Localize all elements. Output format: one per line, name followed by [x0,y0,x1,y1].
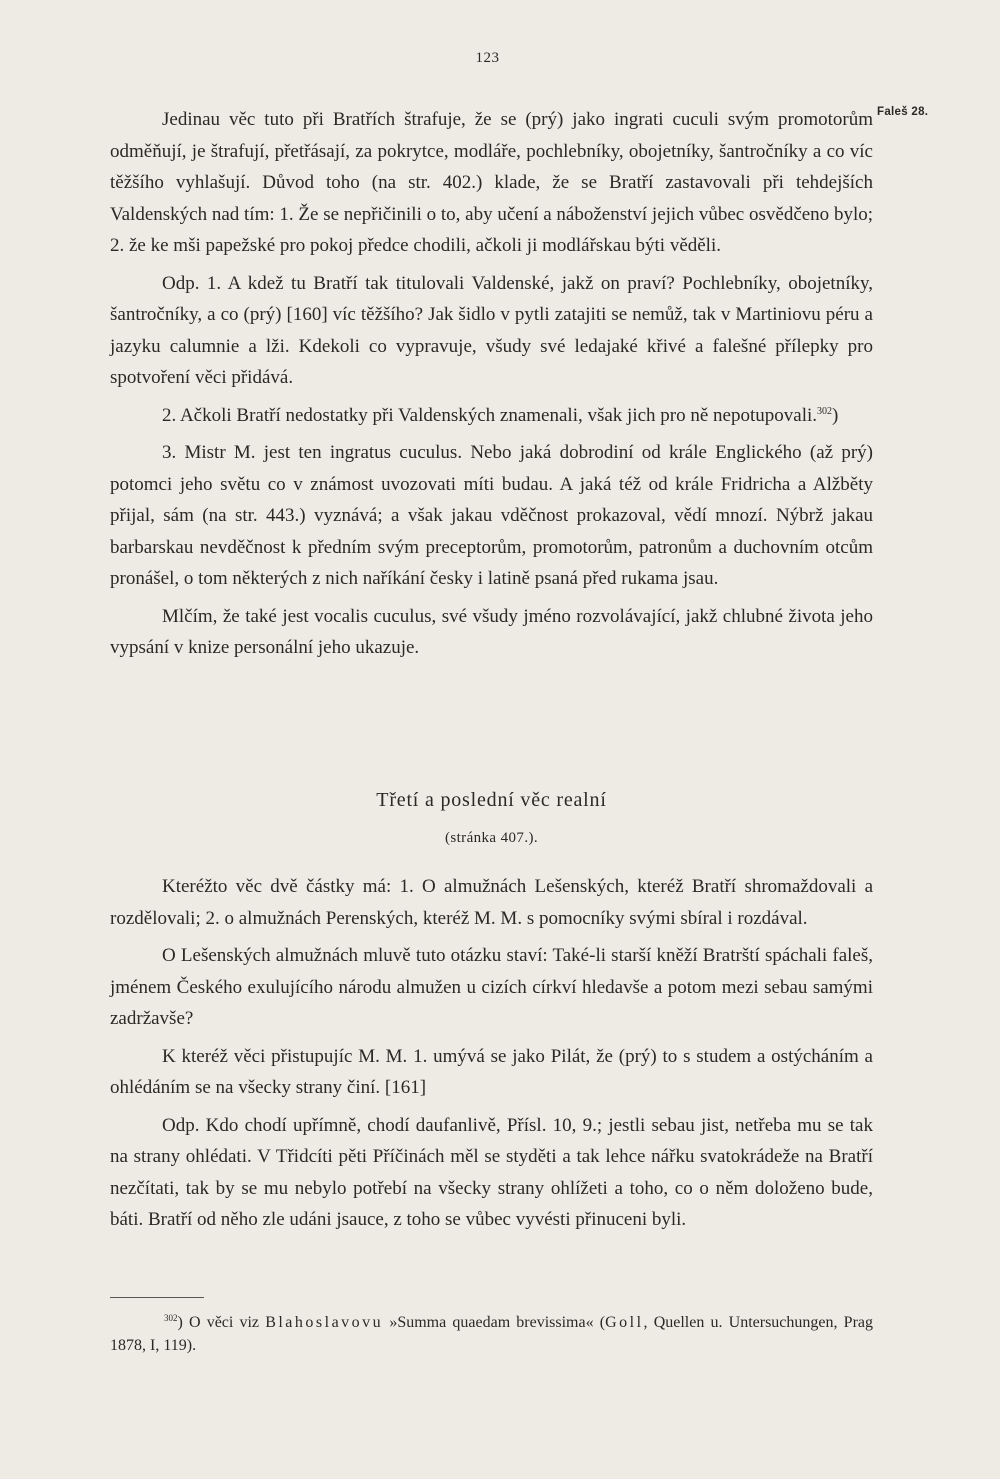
paragraph: 3. Mistr M. jest ten ingratus cuculus. Nebo jaká dobrodiní od krále Englického (až prý) potomci jeho světu co v známost uvozovati míti budau. A jaká též od krále Fridricha a Alžběty přijal, sám (na str. 443.) vyznává; a však jakau vděčnost prokazoval, vědí mnozí. Nýbrž jakau barbarskau nevděčnost k předním svým preceptorům, promotorům, patronům a duchovním otcům pronášel, o tom některých z nich naříkání česky i latině psaná před rukama jsau. [110,442,873,589]
paragraph: Odp. Kdo chodí upřímně, chodí daufanlivě, Přísl. 10, 9.; jestli sebau jist, netřeba mu se tak na strany ohlédati. V Třidcíti pěti Příčinách měl se styděti a tak lehce nářku svatokrádeže na Bratří nezčítati, tak by se mu nebylo potřebí na všecky strany ohlížeti a toho, co o něm doloženo bude, báti. Bratří od něho zle udáni jsauce, z toho se vůbec vyvésti přinuceni byli. [110,1114,873,1230]
footnote-reference-close: ) [832,404,839,426]
footnote-reference: 302 [817,405,832,417]
footnote-text [110,1311,873,1357]
footnote-cited-author: Goll [605,1314,644,1331]
paragraph: Kteréžto věc dvě částky má: 1. O almužnách Lešenských, kteréž Bratří shromaždovali a rozdělovali; 2. o almužnách Perenských, kteréž M. M. s pomocníky svými sbíral i rozdával. [110,876,873,929]
paragraph-text: 2. Ačkoli Bratří nedostatky při Valdenských znamenali, však jich pro ně nepotupovali. [162,404,817,426]
paragraph: Mlčím, že také jest vocalis cuculus, své všudy jméno rozvolávající, jakž chlubné života jeho vypsání v knize personální jeho ukazuje. [110,605,873,658]
footnote-part: ) O věci viz [177,1314,266,1331]
footnote-part: , Quellen u. Untersuchungen, Prag 1878, I, 119). [110,1314,873,1354]
paragraph: Jedinau věc tuto při Bratřích štrafuje, že se (prý) jako ingrati cuculi svým promotorům odměňují, je štrafují, přetřásají, za pokrytce, modláře, pochlebníky, obojetníky, šantročníky a co víc těžšího vyhlašují. Důvod toho (na str. 402.) klade, že se Bratří zastavovali při tehdejších Valdenských nad tím: 1. Že se nepřičinili o to, aby učení a náboženství jejich vůbec osvědčeno bylo; 2. že ke mši papežské pro pokoj předce chodili, ačkoli ji modlářskau býti věděli. [110,109,873,256]
footnote [110,1311,873,1357]
footnote-author: Blahoslavovu [265,1314,384,1331]
section-subtitle: (stránka 407.). [444,830,539,846]
footnote-part: »Summa quaedam brevissima« ( [383,1314,606,1331]
body-text-upper [110,104,873,664]
body-text-lower [110,871,873,1236]
paragraph: Odp. 1. A kdež tu Bratří tak titulovali Valdenské, jakž on praví? Pochlebníky, obojetníky, šantročníky, a co (prý) [160] víc těžšího? Jak šidlo v pytli zatajiti se nemůž, tak v Martiniovu péru a jazyku calumnie a lži. Kdekoli co vypravuje, všudy své ledajaké křivé a falešné přílepky pro spotvoření věci přidává. [110,272,873,388]
section-title: Třetí a poslední věc realní [376,789,607,811]
footnote-divider [110,1297,204,1298]
margin-note: Faleš 28. [877,106,929,118]
page-number: 123 [475,50,500,66]
paragraph: K kteréž věci přistupujíc M. M. 1. umývá se jako Pilát, že (prý) to s studem a ostýcháním a ohlédáním se na všecky strany činí. [161] [110,1045,873,1098]
paragraph-with-footnote-ref [110,400,873,432]
paragraph: O Lešenských almužnách mluvě tuto otázku staví: Také-li starší kněží Bratrští spáchali faleš, jménem Českého exulujícího národu almužen u cizích církví hledavše a potom mezi sebau samými zadržavše? [110,945,873,1029]
footnote-number: 302 [164,1313,178,1323]
